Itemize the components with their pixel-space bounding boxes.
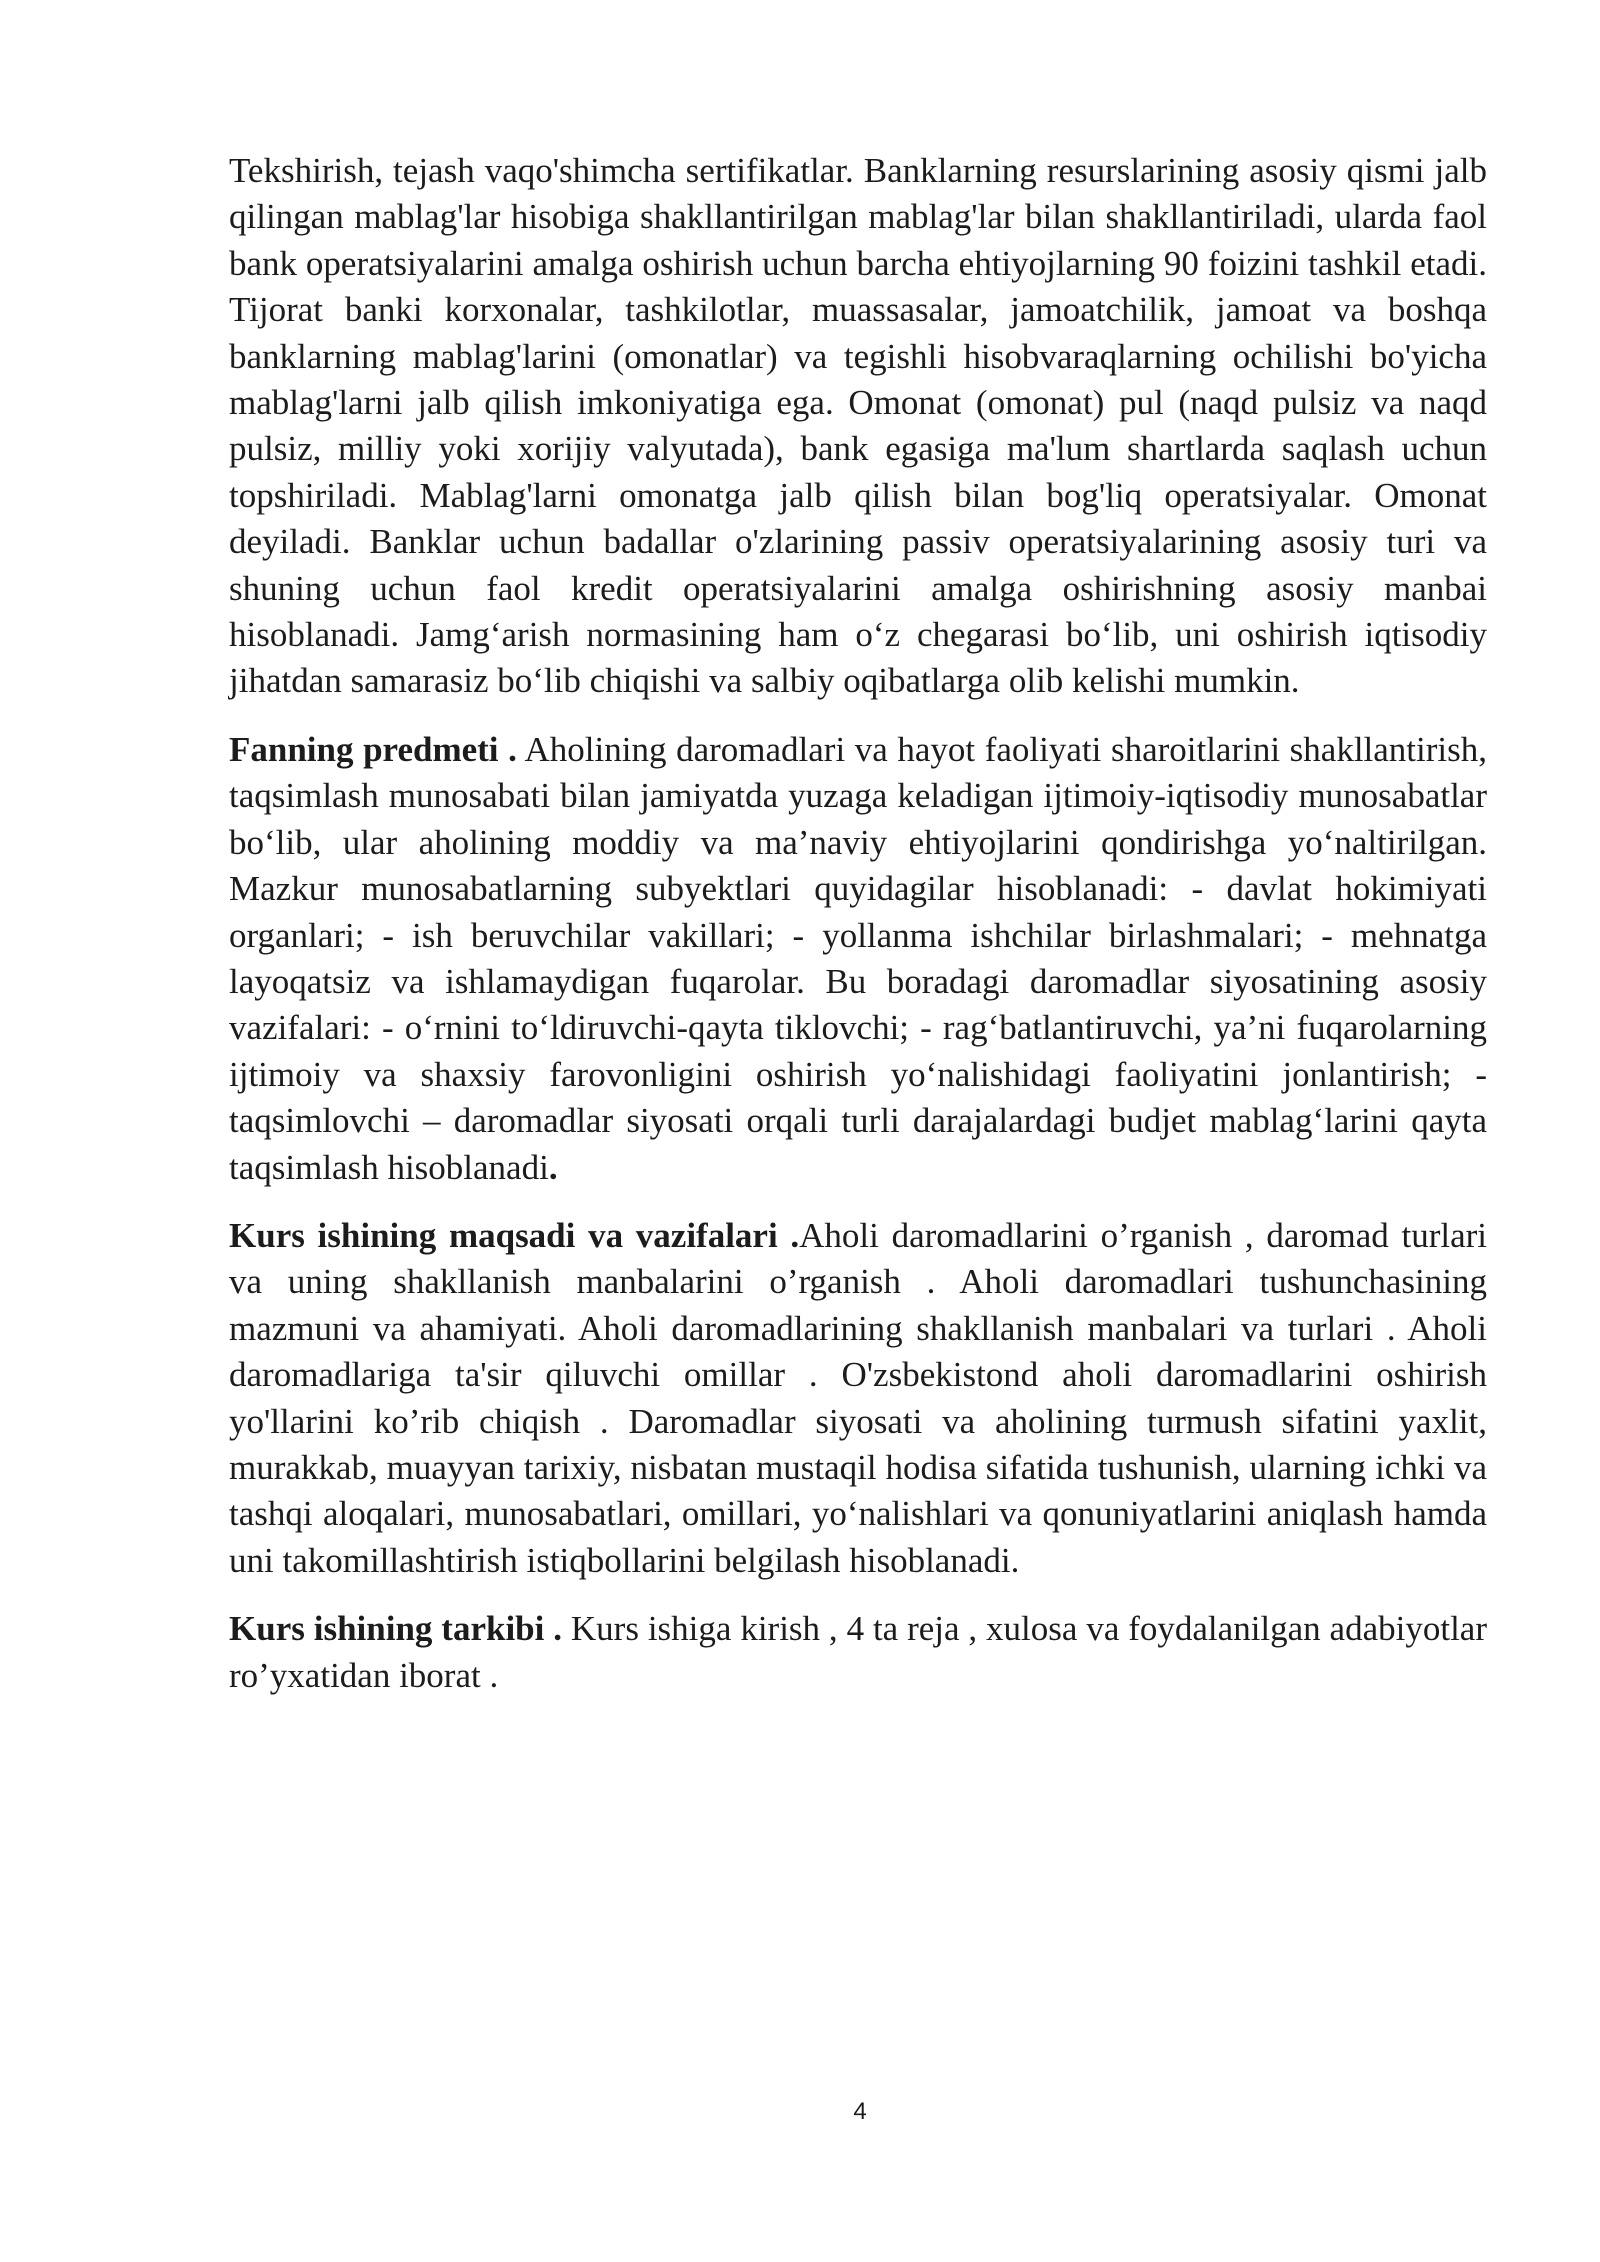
paragraph-goals (229, 1213, 1487, 1584)
paragraph-goals-heading: Kurs ishining maqsadi va vazifalari . (229, 1215, 800, 1255)
paragraph-subject-heading: Fanning predmeti . (229, 729, 517, 769)
page-number: 4 (853, 2098, 867, 2125)
paragraph-subject-tail: . (548, 1147, 558, 1187)
document-body (229, 148, 1487, 1721)
paragraph-subject-text: Aholining daromadlari va hayot faoliyati sharoitlarini shakllantirish, taqsimlash munosabati bilan jamiyatda yuzaga keladigan ijtimoiy-iqtisodiy munosabatlar bo‘lib, ular aholining moddiy va ma’naviy ehtiyojlarini qondirishga yo‘naltirilgan. Mazkur munosabatlarning subyektlari quyidagilar hisoblanadi: - davlat hokimiyati organlari; - ish beruvchilar vakillari; - yollanma ishchilar birlashmalari; - mehnatga layoqatsiz va ishlamaydigan fuqarolar. Bu boradagi daromadlar siyosatining asosiy vazifalari: - o‘rnini to‘ldiruvchi-qayta tiklovchi; - rag‘batlantiruvchi, ya’ni fuqarolarning ijtimoiy va shaxsiy farovonligini oshirish yo‘nalishidagi faoliyatini jonlantirish; - taqsimlovchi – daromadlar siyosati orqali turli darajalardagi budjet mablag‘larini qayta taqsimlash hisoblanadi (229, 729, 1487, 1187)
paragraph-subject (229, 727, 1487, 1191)
paragraph-structure (229, 1606, 1487, 1699)
paragraph-intro (229, 148, 1487, 705)
paragraph-intro-text: Tekshirish, tejash vaqo'shimcha sertifikatlar. Banklarning resurslarining asosiy qismi jalb qilingan mablag'lar hisobiga shakllantirilgan mablag'lar bilan shakllantiriladi, ularda faol bank operatsiyalarini amalga oshirish uchun barcha ehtiyojlarning 90 foizini tashkil etadi. Tijorat banki korxonalar, tashkilotlar, muassasalar, jamoatchilik, jamoat va boshqa banklarning mablag'larini (omonatlar) va tegishli hisobvaraqlarning ochilishi bo'yicha mablag'larni jalb qilish imkoniyatiga ega. Omonat (omonat) pul (naqd pulsiz va naqd pulsiz, milliy yoki xorijiy valyutada), bank egasiga ma'lum shartlarda saqlash uchun topshiriladi. Mablag'larni omonatga jalb qilish bilan bog'liq operatsiyalar. Omonat deyiladi. Banklar uchun badallar o'zlarining passiv operatsiyalarining asosiy turi va shuning uchun faol kredit operatsiyalarini amalga oshirishning asosiy manbai hisoblanadi. Jamg‘arish normasining ham o‘z chegarasi bo‘lib, uni oshirish iqtisodiy jihatdan samarasiz bo‘lib chiqishi va salbiy oqibatlarga olib kelishi mumkin. (229, 151, 1487, 701)
paragraph-structure-text: Kurs ishiga kirish , 4 ta reja , xulosa va foydalanilgan adabiyotlar ro’yxatidan iborat . (229, 1609, 1487, 1695)
paragraph-goals-text: Aholi daromadlarini o’rganish , daromad turlari va uning shakllanish manbalarini o’rganish . Aholi daromadlari tushunchasining mazmuni va ahamiyati. Aholi daromadlarining shakllanish manbalari va turlari . Aholi daromadlariga ta'sir qiluvchi omillar . O'zsbekistond aholi daromadlarini oshirish yo'llarini ko’rib chiqish . Daromadlar siyosati va aholining turmush sifatini yaxlit, murakkab, muayyan tarixiy, nisbatan mustaqil hodisa sifatida tushunish, ularning ichki va tashqi aloqalari, munosabatlari, omillari, yo‘nalishlari va qonuniyatlarini aniqlash hamda uni takomillashtirish istiqbollarini belgilash hisoblanadi. (229, 1215, 1487, 1580)
paragraph-structure-heading: Kurs ishining tarkibi . (229, 1609, 563, 1649)
